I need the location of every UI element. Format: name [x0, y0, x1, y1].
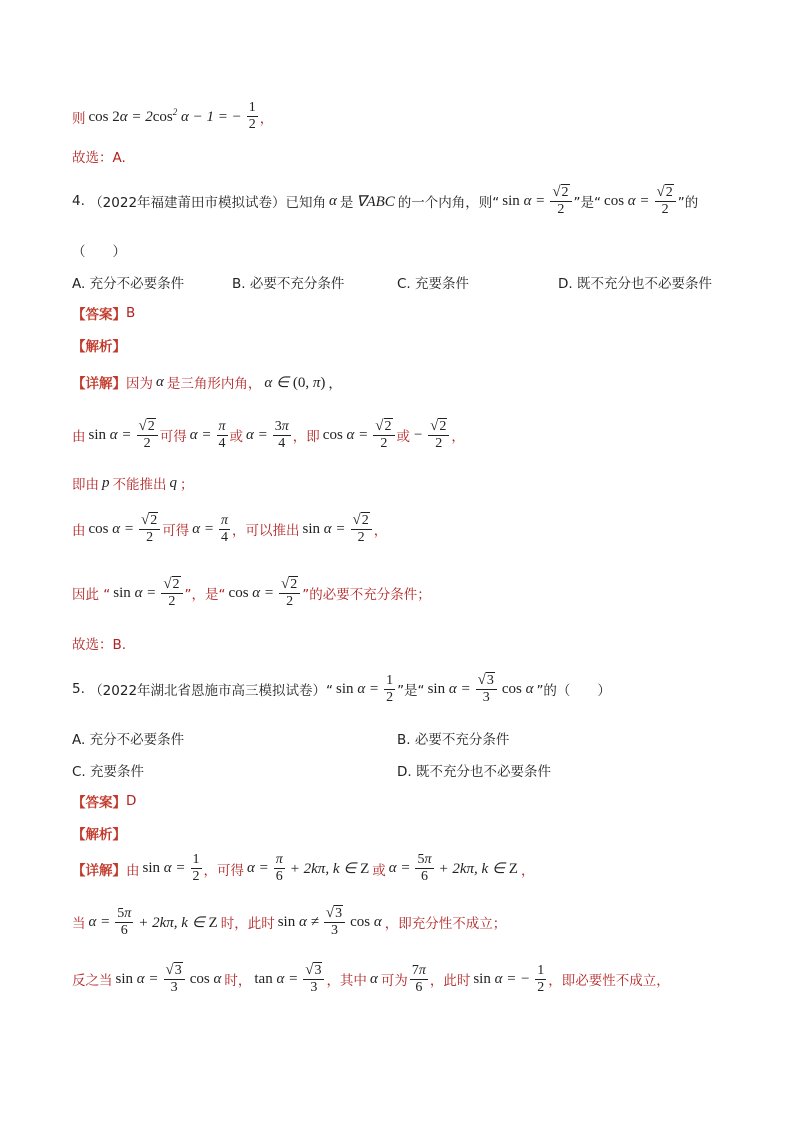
fraction: √ 2 2: [351, 512, 372, 546]
fraction: √ 2 2: [655, 184, 676, 218]
formula: cos α =: [322, 426, 369, 443]
text: 当: [72, 916, 86, 933]
formula: + 2kπ, k ∈ Z: [438, 861, 518, 878]
text: 因为: [126, 376, 153, 392]
text: 反之当: [72, 973, 113, 990]
fraction: $\frac{1}{2}$: [386, 672, 394, 705]
formula: cos α: [501, 680, 534, 697]
formula: sin α =: [336, 680, 380, 697]
option-c: C. 充要条件: [397, 276, 470, 292]
option-c: C. 充要条件: [72, 764, 145, 780]
formula: −: [413, 426, 424, 443]
detail-line-5: [72, 576, 431, 610]
text: ，可以推出: [232, 523, 300, 540]
formula: sin α =: [88, 426, 132, 443]
option-a: A. 充分不必要条件: [72, 732, 185, 748]
formula: cos α: [189, 970, 222, 987]
text: ；: [180, 477, 194, 493]
text: ，即必要性不成立，: [548, 973, 670, 990]
formula: tan α =: [254, 970, 299, 987]
formula: α =: [88, 913, 111, 930]
fraction: $\frac{1}{2}$: [537, 962, 545, 995]
formula: sin α =: [427, 680, 471, 697]
question-4: [72, 184, 698, 218]
formula: ∇ABC: [356, 193, 395, 210]
q-text: ”的: [677, 195, 699, 212]
fraction: $\frac{1}{2}$: [248, 100, 256, 133]
analysis-label: 【解析】: [72, 339, 126, 355]
fraction: $\frac{\pi}{4}$: [220, 512, 228, 545]
q-text: ”是“: [397, 683, 425, 700]
text: 是三角形内角，: [166, 376, 262, 392]
formula: sin α =: [113, 584, 157, 601]
detail-line-3: [72, 962, 670, 996]
detail-line-1: 【详解】 因为 α 是三角形内角， α ∈ (0, π) ，: [72, 373, 342, 392]
fraction: √ 2 2: [373, 418, 394, 452]
formula: + 2kπ, k ∈ Z: [138, 914, 218, 931]
fraction: $\frac{7\pi}{6}$: [411, 962, 426, 995]
formula: p: [102, 474, 110, 491]
text: 或: [396, 429, 411, 446]
fraction: √ 2 2: [161, 576, 182, 610]
formula: sin α =: [302, 520, 346, 537]
formula: cos α =: [228, 584, 275, 601]
text: ”的必要不充分条件；: [302, 587, 431, 604]
formula: q: [169, 474, 177, 491]
detail-label: 【详解】: [72, 376, 126, 392]
question-5: [72, 672, 611, 706]
fraction: $\frac{\pi}{4}$: [218, 418, 226, 451]
text: 或: [372, 862, 386, 879]
text: ，: [520, 862, 535, 879]
q-text: （2022年湖北省恩施市高三模拟试卷）“: [89, 683, 334, 700]
fraction: √ 2 2: [428, 418, 449, 452]
text: ，: [451, 429, 465, 446]
detail-line-2: [72, 905, 506, 939]
text: 则: [72, 110, 86, 127]
formula: sin α =: [115, 970, 159, 987]
q-text: ”的（ ）: [536, 683, 611, 700]
fraction: √ 2 2: [137, 418, 158, 452]
formula: cos α: [350, 913, 382, 930]
formula: α =: [192, 520, 214, 537]
fraction: $\frac{1}{2}$: [192, 852, 200, 885]
fraction: √ 2 2: [139, 512, 160, 546]
text: 可得: [162, 523, 190, 540]
formula: cos α =: [604, 192, 650, 209]
option-b: B. 必要不充分条件: [397, 732, 510, 748]
formula: α: [329, 192, 337, 209]
detail-line-2: [72, 418, 465, 452]
detail-label: 【详解】: [72, 862, 126, 879]
line-cos2a: [72, 100, 273, 133]
formula: α ∈ (0, π): [264, 374, 326, 391]
q-number: 5.: [72, 681, 85, 698]
option-d: D. 既不充分也不必要条件: [397, 764, 551, 780]
text: ，此时: [429, 973, 471, 990]
fraction: √ 2 2: [550, 184, 571, 218]
text: 可为: [380, 973, 408, 990]
detail-line-3: [72, 473, 194, 493]
fraction: √ 3 3: [164, 962, 185, 996]
option-d: D. 既不充分也不必要条件: [558, 276, 712, 292]
option-b: B. 必要不充分条件: [232, 276, 345, 292]
detail-line-1: [72, 852, 534, 885]
text: 即由: [72, 477, 99, 493]
q-text: （2022年福建莆田市模拟试卷）已知角: [89, 195, 327, 212]
text: ，: [373, 523, 388, 540]
q-number: 4.: [72, 193, 85, 210]
formula: α: [369, 970, 378, 987]
q-text: ”是“: [573, 195, 602, 212]
q-text: 的一个内角，则“: [397, 195, 500, 212]
text: 由: [72, 523, 86, 540]
text: 因此 “: [72, 587, 111, 604]
formula: + 2kπ, k ∈ Z: [289, 861, 370, 878]
fraction: √ 3 3: [303, 962, 324, 996]
text: 由: [126, 862, 140, 879]
text: 由: [72, 429, 86, 446]
text: 可得: [159, 429, 187, 446]
text: ，其中: [326, 973, 367, 990]
fraction: √ 3 3: [324, 905, 345, 939]
formula: sin α =: [502, 192, 546, 209]
text: ，即: [292, 429, 320, 446]
choice-line: 故选：A.: [72, 150, 126, 166]
paren: （ ）: [72, 244, 126, 260]
answer-label: 【答案】: [72, 307, 126, 323]
formula: sin α ≠: [277, 913, 319, 930]
formula: α =: [388, 860, 411, 877]
text: 时，: [224, 973, 252, 990]
text: ”，是“: [184, 587, 226, 604]
answer-value: D: [126, 793, 137, 809]
text: ，可得: [203, 862, 245, 879]
fraction: √ 3 3: [476, 672, 497, 706]
formula: α =: [189, 426, 212, 443]
fraction: $\frac{\pi}{6}$: [275, 852, 283, 885]
text: 时，此时: [220, 916, 275, 933]
choice-line: 故选：B.: [72, 637, 127, 653]
formula: $\cos 2\alpha = 2\cos^2$ α − 1 = −: [88, 107, 242, 126]
text: ，即充分性不成立；: [384, 916, 507, 933]
answer-line: [72, 303, 135, 323]
formula: α =: [247, 860, 269, 877]
q-text: 是: [339, 195, 354, 212]
fraction: $\frac{5\pi}{6}$: [417, 852, 432, 885]
fraction: $\frac{3\pi}{4}$: [274, 418, 289, 451]
answer-value: B: [126, 305, 136, 321]
option-a: A. 充分不必要条件: [72, 276, 185, 292]
text: 或: [229, 429, 244, 446]
answer-label: 【答案】: [72, 795, 126, 811]
formula: α: [156, 373, 164, 390]
formula: cos α =: [88, 520, 134, 537]
text: 不能推出: [112, 477, 167, 493]
analysis-label: 【解析】: [72, 827, 126, 843]
text: ，: [259, 110, 274, 127]
detail-line-4: [72, 512, 387, 546]
fraction: $\frac{5\pi}{6}$: [117, 905, 132, 938]
formula: α =: [246, 426, 268, 443]
formula: sin α = −: [473, 970, 531, 987]
formula: sin α =: [142, 860, 186, 877]
fraction: √ 2 2: [279, 576, 300, 610]
answer-line: [72, 791, 136, 811]
